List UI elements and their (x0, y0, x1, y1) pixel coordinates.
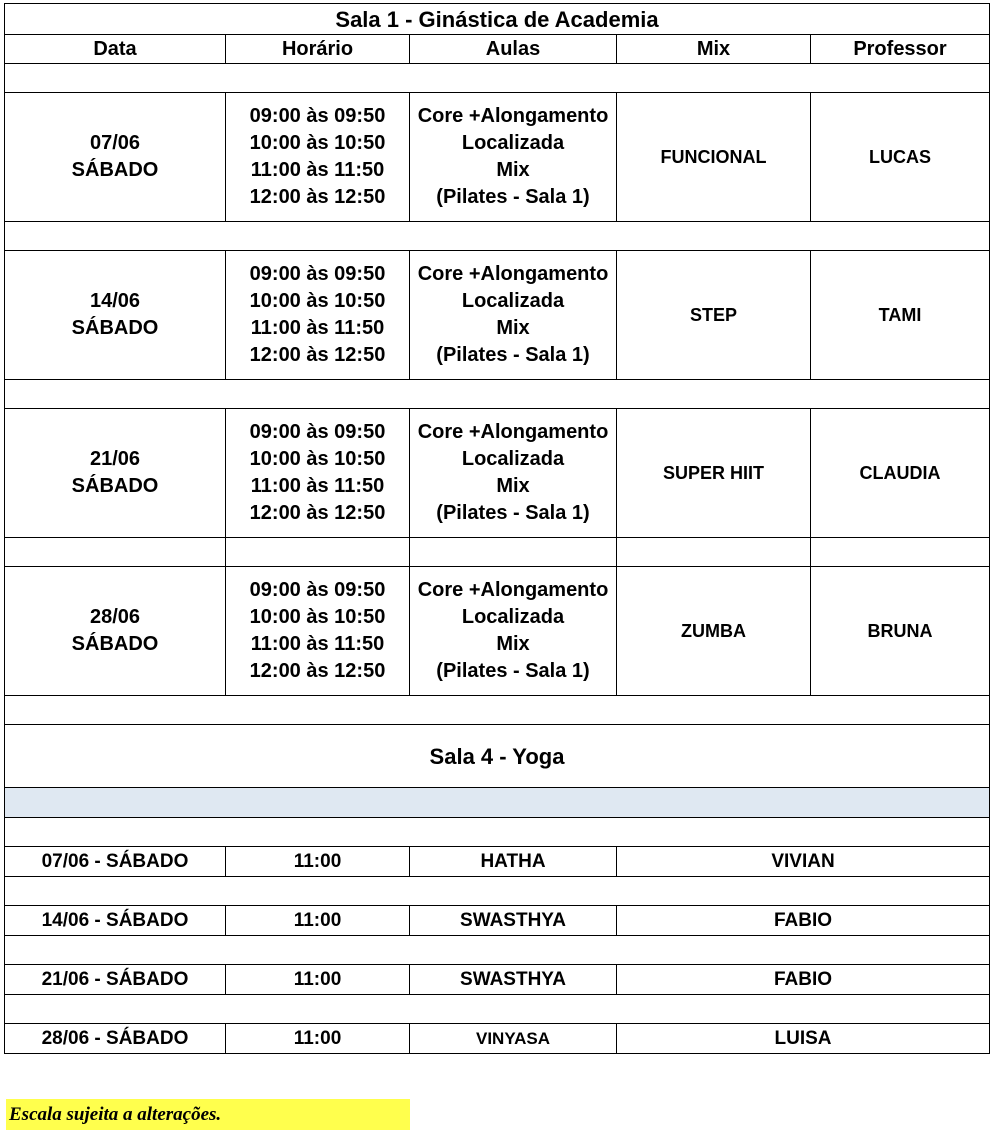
yoga-professor: FABIO (617, 906, 990, 936)
yoga-time: 11:00 (226, 847, 410, 877)
yoga-time: 11:00 (226, 906, 410, 936)
yoga-date: 07/06 - SÁBADO (5, 847, 226, 877)
spacer-row (5, 936, 990, 965)
spacer-row (5, 995, 990, 1024)
yoga-professor: FABIO (617, 965, 990, 995)
schedule-sheet (4, 3, 989, 1054)
spacer-row (5, 538, 990, 567)
yoga-band (5, 788, 990, 818)
yoga-class: VINYASA (410, 1024, 617, 1054)
yoga-date: 14/06 - SÁBADO (5, 906, 226, 936)
yoga-professor: LUISA (617, 1024, 990, 1054)
block-classes: Core +Alongamento Localizada Mix (Pilates - Sala 1) (410, 409, 617, 538)
block-classes: Core +Alongamento Localizada Mix (Pilates - Sala 1) (410, 567, 617, 696)
yoga-class: HATHA (410, 847, 617, 877)
block-date: 21/06 SÁBADO (5, 409, 226, 538)
block-times: 09:00 às 09:50 10:00 às 10:50 11:00 às 11:50 12:00 às 12:50 (226, 567, 410, 696)
block-date: 28/06 SÁBADO (5, 567, 226, 696)
block-mix: FUNCIONAL (617, 93, 811, 222)
block-date: 14/06 SÁBADO (5, 251, 226, 380)
spacer-row (5, 877, 990, 906)
block-professor: TAMI (811, 251, 990, 380)
yoga-professor: VIVIAN (617, 847, 990, 877)
header-mix: Mix (617, 35, 811, 64)
block-date: 07/06 SÁBADO (5, 93, 226, 222)
block-times: 09:00 às 09:50 10:00 às 10:50 11:00 às 11:50 12:00 às 12:50 (226, 409, 410, 538)
block-professor: LUCAS (811, 93, 990, 222)
schedule-note: Escala sujeita a alterações. (6, 1099, 410, 1130)
block-classes: Core +Alongamento Localizada Mix (Pilates - Sala 1) (410, 251, 617, 380)
header-professor: Professor (811, 35, 990, 64)
spacer-row (5, 64, 990, 93)
block-times: 09:00 às 09:50 10:00 às 10:50 11:00 às 11:50 12:00 às 12:50 (226, 93, 410, 222)
yoga-time: 11:00 (226, 1024, 410, 1054)
sala4-title: Sala 4 - Yoga (5, 725, 990, 788)
yoga-row (5, 1024, 990, 1054)
yoga-row (5, 906, 990, 936)
spacer-row (5, 818, 990, 847)
header-data: Data (5, 35, 226, 64)
schedule-block (5, 567, 990, 696)
block-mix: SUPER HIIT (617, 409, 811, 538)
header-aulas: Aulas (410, 35, 617, 64)
schedule-block (5, 251, 990, 380)
sala1-table (4, 3, 990, 1054)
yoga-date: 28/06 - SÁBADO (5, 1024, 226, 1054)
block-times: 09:00 às 09:50 10:00 às 10:50 11:00 às 11:50 12:00 às 12:50 (226, 251, 410, 380)
schedule-block (5, 409, 990, 538)
yoga-class: SWASTHYA (410, 906, 617, 936)
spacer-row (5, 222, 990, 251)
sala1-title: Sala 1 - Ginástica de Academia (5, 4, 990, 35)
header-horario: Horário (226, 35, 410, 64)
yoga-time: 11:00 (226, 965, 410, 995)
block-professor: CLAUDIA (811, 409, 990, 538)
block-professor: BRUNA (811, 567, 990, 696)
yoga-row (5, 965, 990, 995)
block-classes: Core +Alongamento Localizada Mix (Pilates - Sala 1) (410, 93, 617, 222)
schedule-block (5, 93, 990, 222)
yoga-row (5, 847, 990, 877)
spacer-row (5, 380, 990, 409)
block-mix: ZUMBA (617, 567, 811, 696)
yoga-date: 21/06 - SÁBADO (5, 965, 226, 995)
spacer-row (5, 696, 990, 725)
header-row (5, 35, 990, 64)
block-mix: STEP (617, 251, 811, 380)
yoga-class: SWASTHYA (410, 965, 617, 995)
